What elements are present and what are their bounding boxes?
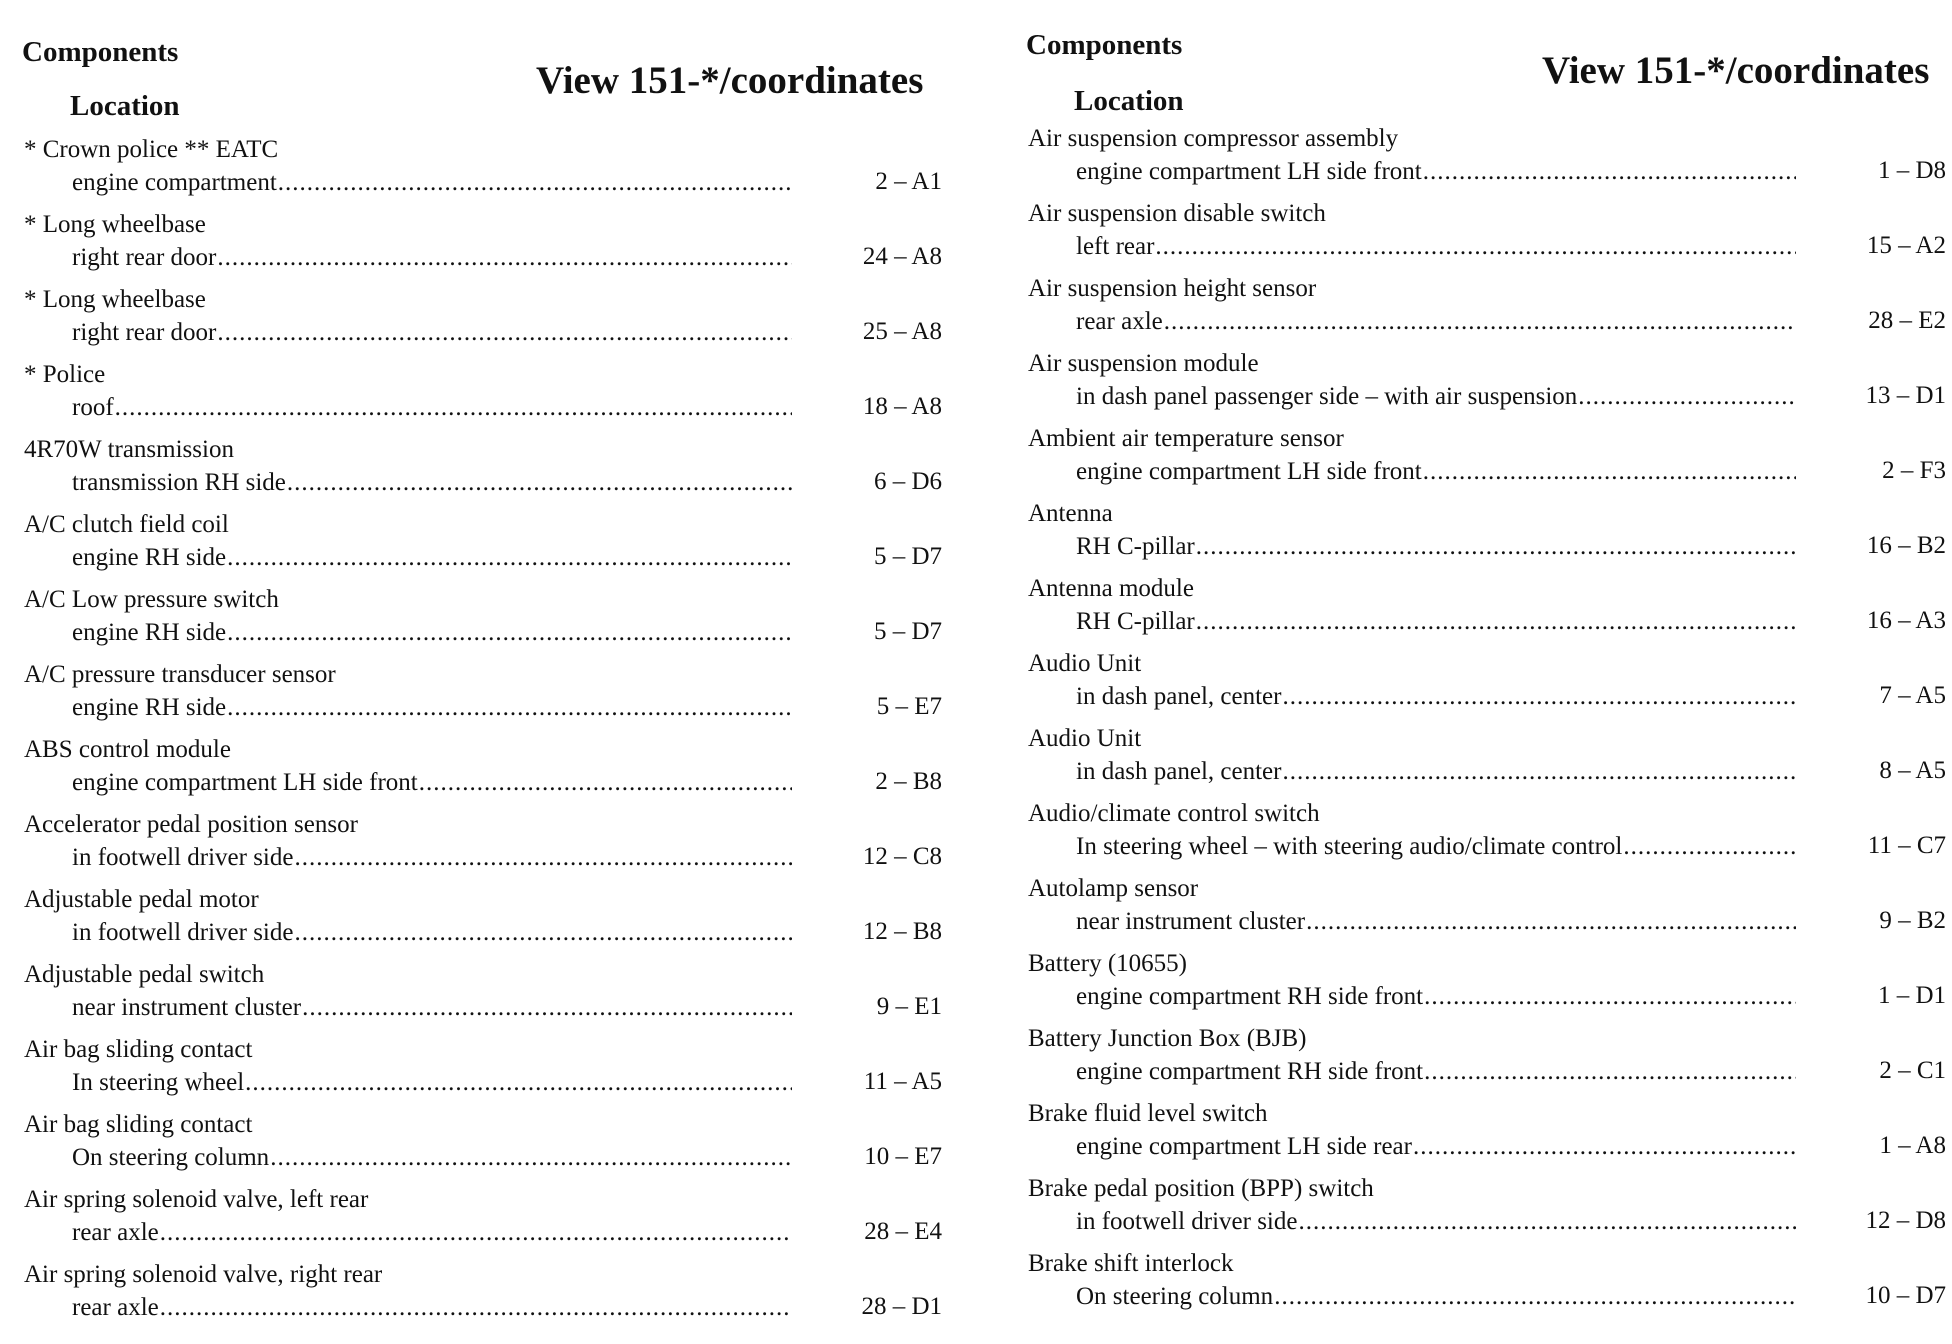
component-entry: [1026, 1021, 1952, 1096]
component-entry: [22, 1032, 952, 1107]
component-entry: [1026, 946, 1952, 1021]
dot-leader: [1274, 1283, 1796, 1311]
dot-leader: [115, 394, 792, 422]
component-location: On steering column: [1076, 1283, 1274, 1310]
view-coordinate-ref: 10 – D7: [1865, 1282, 1946, 1309]
component-name: * Long wheelbase: [24, 211, 206, 238]
component-name: Air suspension disable switch: [1028, 200, 1326, 227]
dot-leader: [1423, 158, 1796, 186]
component-entry: [1026, 571, 1952, 646]
component-entry: [1026, 1096, 1952, 1171]
dot-leader: [1423, 458, 1796, 486]
component-location: engine RH side: [72, 619, 227, 646]
location-line: [72, 1294, 792, 1322]
component-entry: [22, 1107, 952, 1182]
component-entry: [1026, 271, 1952, 346]
location-line: [72, 1069, 792, 1097]
dot-leader: [1196, 533, 1796, 561]
component-entry: [22, 657, 952, 732]
view-coordinate-ref: 25 – A8: [862, 318, 942, 345]
left-page: [22, 0, 952, 1344]
component-entry: [1026, 796, 1952, 871]
component-location: rear axle: [72, 1219, 159, 1246]
dot-leader: [1196, 608, 1796, 636]
view-coordinate-ref: 11 – C7: [1867, 832, 1946, 859]
dot-leader: [1578, 383, 1796, 411]
component-entry: [1026, 646, 1952, 721]
component-location: engine RH side: [72, 694, 227, 721]
view-coordinate-ref: 12 – B8: [862, 918, 942, 945]
component-entry: [22, 582, 952, 657]
component-location: right rear door: [72, 319, 217, 346]
component-location: rear axle: [1076, 308, 1163, 335]
component-location: engine compartment LH side front: [1076, 458, 1422, 485]
component-name: * Police: [24, 361, 106, 388]
component-entry: [1026, 1246, 1952, 1321]
dot-leader: [294, 844, 792, 872]
component-name: Antenna: [1028, 500, 1113, 527]
location-line: [1076, 1208, 1796, 1236]
dot-leader: [227, 544, 792, 572]
view-coordinate-ref: 13 – D1: [1865, 382, 1946, 409]
component-location: near instrument cluster: [72, 994, 302, 1021]
dot-leader: [1155, 233, 1796, 261]
component-location: In steering wheel – with steering audio/climate control: [1076, 833, 1623, 860]
location-heading: Location: [1074, 85, 1184, 117]
location-line: [1076, 383, 1796, 411]
component-list: [22, 132, 952, 1332]
component-name: Brake fluid level switch: [1028, 1100, 1268, 1127]
view-coordinate-ref: 6 – D6: [873, 468, 942, 495]
component-location: engine RH side: [72, 544, 227, 571]
component-entry: [1026, 121, 1952, 196]
dot-leader: [217, 319, 792, 347]
dot-leader: [1306, 908, 1796, 936]
view-coordinate-ref: 16 – A3: [1866, 607, 1946, 634]
view-coordinate-ref: 16 – B2: [1866, 532, 1946, 559]
component-location: On steering column: [72, 1144, 270, 1171]
view-coordinate-ref: 5 – D7: [873, 543, 942, 570]
dot-leader: [1164, 308, 1796, 336]
view-coordinate-ref: 2 – C1: [1879, 1057, 1946, 1084]
component-entry: [22, 807, 952, 882]
dot-leader: [160, 1219, 792, 1247]
dot-leader: [1298, 1208, 1796, 1236]
component-entry: [22, 732, 952, 807]
location-line: [1076, 233, 1796, 261]
view-coordinate-ref: 9 – E1: [876, 993, 942, 1020]
location-line: [1076, 683, 1796, 711]
view-coordinates-heading: View 151-*/coordinates: [1542, 49, 1930, 92]
dot-leader: [270, 1144, 792, 1172]
location-line: [72, 169, 792, 197]
component-entry: [1026, 871, 1952, 946]
component-name: Accelerator pedal position sensor: [24, 811, 358, 838]
location-line: [72, 919, 792, 947]
component-location: engine compartment: [72, 169, 277, 196]
component-entry: [22, 882, 952, 957]
component-name: Battery (10655): [1028, 950, 1187, 977]
location-line: [1076, 1133, 1796, 1161]
dot-leader: [1424, 983, 1796, 1011]
component-entry: [22, 282, 952, 357]
dot-leader: [160, 1294, 792, 1322]
component-entry: [1026, 721, 1952, 796]
location-line: [72, 619, 792, 647]
dot-leader: [1282, 683, 1796, 711]
component-entry: [1026, 496, 1952, 571]
component-name: Adjustable pedal motor: [24, 886, 259, 913]
components-heading: Components: [22, 36, 179, 68]
component-name: * Long wheelbase: [24, 286, 206, 313]
component-location: near instrument cluster: [1076, 908, 1306, 935]
view-coordinate-ref: 12 – C8: [862, 843, 942, 870]
component-location: engine compartment LH side front: [72, 769, 418, 796]
location-line: [72, 319, 792, 347]
components-heading: Components: [1026, 29, 1183, 61]
component-location: RH C-pillar: [1076, 533, 1195, 560]
location-line: [1076, 908, 1796, 936]
component-entry: [22, 132, 952, 207]
component-entry: [1026, 346, 1952, 421]
component-entry: [22, 507, 952, 582]
component-name: Audio Unit: [1028, 650, 1142, 677]
component-location: transmission RH side: [72, 469, 286, 496]
right-page: [1026, 0, 1952, 1344]
component-name: Brake shift interlock: [1028, 1250, 1234, 1277]
location-heading: Location: [70, 90, 180, 122]
component-location: engine compartment RH side front: [1076, 983, 1424, 1010]
location-line: [1076, 533, 1796, 561]
location-line: [72, 544, 792, 572]
dot-leader: [1282, 758, 1796, 786]
location-line: [1076, 833, 1796, 861]
component-location: engine compartment LH side rear: [1076, 1133, 1412, 1160]
location-line: [72, 694, 792, 722]
component-name: A/C clutch field coil: [24, 511, 229, 538]
view-coordinate-ref: 24 – A8: [862, 243, 942, 270]
dot-leader: [302, 994, 792, 1022]
view-coordinate-ref: 12 – D8: [1865, 1207, 1946, 1234]
component-location: roof: [72, 394, 114, 421]
component-location: in footwell driver side: [1076, 1208, 1298, 1235]
component-location: right rear door: [72, 244, 217, 271]
component-location: in footwell driver side: [72, 844, 294, 871]
view-coordinate-ref: 8 – A5: [1879, 757, 1946, 784]
component-entry: [1026, 421, 1952, 496]
location-line: [1076, 1283, 1796, 1311]
component-entry: [22, 357, 952, 432]
dot-leader: [227, 694, 792, 722]
location-line: [1076, 608, 1796, 636]
component-location: In steering wheel: [72, 1069, 245, 1096]
component-entry: [22, 957, 952, 1032]
dot-leader: [1424, 1058, 1796, 1086]
component-name: ABS control module: [24, 736, 231, 763]
component-location: RH C-pillar: [1076, 608, 1195, 635]
component-entry: [22, 207, 952, 282]
component-name: Ambient air temperature sensor: [1028, 425, 1344, 452]
component-name: Air bag sliding contact: [24, 1111, 253, 1138]
location-line: [1076, 983, 1796, 1011]
component-entry: [22, 1257, 952, 1332]
component-location: in dash panel passenger side – with air suspension: [1076, 383, 1578, 410]
dot-leader: [1413, 1133, 1796, 1161]
dot-leader: [217, 244, 792, 272]
dot-leader: [287, 469, 792, 497]
component-entry: [22, 1182, 952, 1257]
view-coordinate-ref: 10 – E7: [864, 1143, 942, 1170]
component-name: A/C Low pressure switch: [24, 586, 279, 613]
view-coordinate-ref: 9 – B2: [1879, 907, 1946, 934]
location-line: [72, 844, 792, 872]
view-coordinate-ref: 7 – A5: [1879, 682, 1946, 709]
location-line: [72, 1144, 792, 1172]
component-name: Air spring solenoid valve, right rear: [24, 1261, 383, 1288]
component-entry: [22, 432, 952, 507]
location-line: [72, 1219, 792, 1247]
dot-leader: [245, 1069, 792, 1097]
dot-leader: [1623, 833, 1796, 861]
view-coordinate-ref: 1 – D8: [1877, 157, 1946, 184]
component-name: Brake pedal position (BPP) switch: [1028, 1175, 1374, 1202]
component-location: engine compartment LH side front: [1076, 158, 1422, 185]
component-name: Battery Junction Box (BJB): [1028, 1025, 1307, 1052]
location-line: [72, 394, 792, 422]
location-line: [72, 244, 792, 272]
component-name: Adjustable pedal switch: [24, 961, 265, 988]
view-coordinate-ref: 11 – A5: [863, 1068, 942, 1095]
component-location: in footwell driver side: [72, 919, 294, 946]
location-line: [72, 994, 792, 1022]
component-name: Air suspension module: [1028, 350, 1259, 377]
view-coordinate-ref: 28 – D1: [861, 1293, 942, 1320]
view-coordinate-ref: 2 – A1: [875, 168, 942, 195]
component-name: Air suspension height sensor: [1028, 275, 1317, 302]
view-coordinate-ref: 28 – E2: [1868, 307, 1946, 334]
view-coordinate-ref: 5 – D7: [873, 618, 942, 645]
component-name: Autolamp sensor: [1028, 875, 1199, 902]
dot-leader: [278, 169, 792, 197]
location-line: [1076, 308, 1796, 336]
component-location: in dash panel, center: [1076, 758, 1282, 785]
component-name: Antenna module: [1028, 575, 1194, 602]
component-location: in dash panel, center: [1076, 683, 1282, 710]
dot-leader: [294, 919, 792, 947]
view-coordinate-ref: 1 – A8: [1879, 1132, 1946, 1159]
location-line: [1076, 758, 1796, 786]
component-name: 4R70W transmission: [24, 436, 234, 463]
component-name: Audio/climate control switch: [1028, 800, 1320, 827]
view-coordinate-ref: 2 – B8: [875, 768, 942, 795]
component-location: rear axle: [72, 1294, 159, 1321]
location-line: [1076, 1058, 1796, 1086]
component-name: Audio Unit: [1028, 725, 1142, 752]
location-line: [1076, 158, 1796, 186]
component-name: A/C pressure transducer sensor: [24, 661, 336, 688]
component-entry: [1026, 1171, 1952, 1246]
component-list: [1026, 121, 1952, 1321]
view-coordinate-ref: 2 – F3: [1882, 457, 1946, 484]
view-coordinate-ref: 18 – A8: [862, 393, 942, 420]
dot-leader: [227, 619, 792, 647]
view-coordinate-ref: 1 – D1: [1877, 982, 1946, 1009]
component-location: engine compartment RH side front: [1076, 1058, 1424, 1085]
component-entry: [1026, 196, 1952, 271]
location-line: [72, 769, 792, 797]
location-line: [1076, 458, 1796, 486]
view-coordinate-ref: 5 – E7: [876, 693, 942, 720]
dot-leader: [419, 769, 792, 797]
component-name: Air suspension compressor assembly: [1028, 125, 1399, 152]
component-location: left rear: [1076, 233, 1155, 260]
view-coordinate-ref: 15 – A2: [1866, 232, 1946, 259]
component-name: Air spring solenoid valve, left rear: [24, 1186, 369, 1213]
view-coordinates-heading: View 151-*/coordinates: [536, 59, 924, 102]
view-coordinate-ref: 28 – E4: [864, 1218, 942, 1245]
component-name: * Crown police ** EATC: [24, 136, 279, 163]
component-name: Air bag sliding contact: [24, 1036, 253, 1063]
location-line: [72, 469, 792, 497]
